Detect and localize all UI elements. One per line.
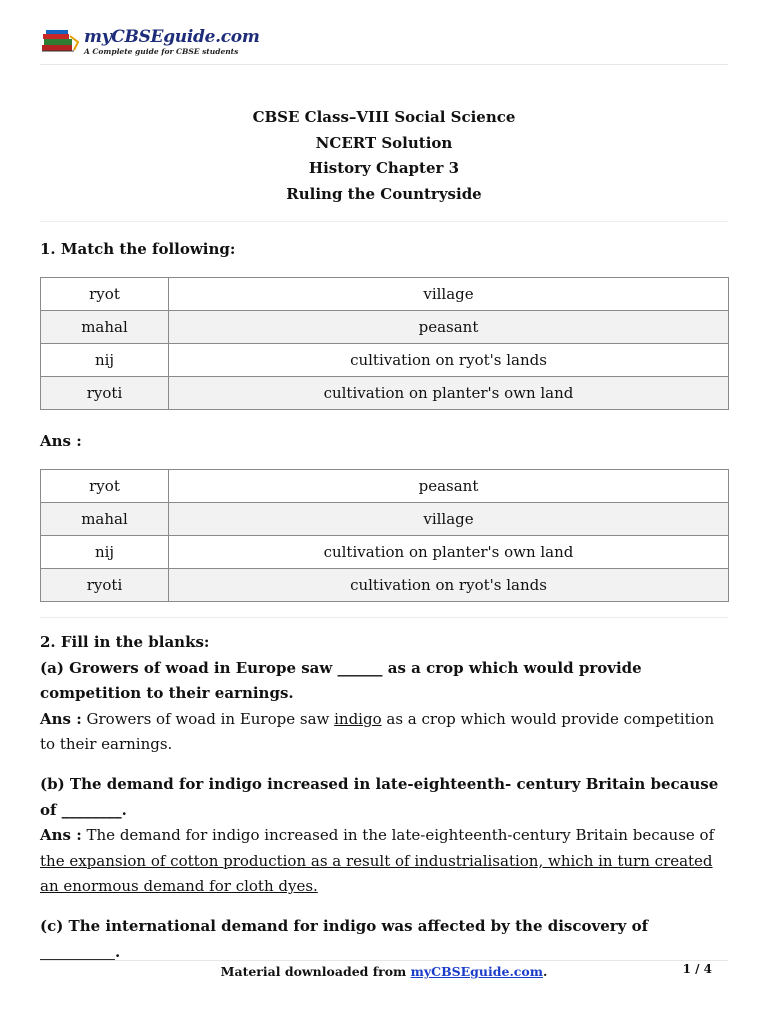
title-line-4: Ruling the Countryside: [286, 184, 482, 203]
table-row: [41, 344, 729, 377]
ans-text: Growers of woad in Europe saw: [81, 709, 335, 728]
divider: [40, 617, 728, 618]
table-cell: ryoti: [41, 569, 169, 602]
q2-heading: 2. Fill in the blanks:: [40, 633, 210, 651]
table-row: [41, 503, 729, 536]
ans-text: The demand for indigo increased in the late-eighteenth-century Britain because of: [81, 826, 715, 844]
q1-ans-label: Ans :: [40, 432, 82, 450]
table-cell: cultivation on planter's own land: [169, 536, 729, 569]
ans-fill: the expansion of cotton production as a result of industrialisation, which in turn created an enormous demand for cloth dyes.: [40, 851, 713, 895]
site-logo[interactable]: [40, 26, 260, 58]
table-row: [41, 278, 729, 311]
title-line-2: NCERT Solution: [315, 133, 453, 152]
page-number: 1 / 4: [682, 962, 712, 976]
table-row: [41, 377, 729, 410]
books-icon: [40, 28, 80, 56]
ans-text: as a crop which would provide competition to their earnings.: [40, 709, 715, 753]
footer-text: [40, 964, 728, 979]
match-table: [40, 277, 729, 410]
table-cell: cultivation on ryot's lands: [169, 569, 729, 602]
table-cell: village: [169, 278, 729, 311]
footer-link[interactable]: myCBSEguide.com: [410, 964, 543, 979]
table-cell: ryot: [41, 470, 169, 503]
logo-tagline: A Complete guide for CBSE students: [84, 46, 239, 56]
table-cell: village: [169, 503, 729, 536]
title-line-1: CBSE Class–VIII Social Science: [252, 108, 516, 126]
divider: [40, 221, 728, 222]
table-row: [41, 536, 729, 569]
q2a-answer: [40, 707, 730, 758]
q2b-answer: [40, 823, 730, 900]
ans-fill: indigo: [334, 709, 382, 728]
table-row: [41, 311, 729, 344]
table-cell: cultivation on ryot's lands: [169, 344, 729, 377]
title-line-3: History Chapter 3: [308, 159, 460, 177]
table-cell: mahal: [41, 311, 169, 344]
table-cell: ryot: [41, 278, 169, 311]
logo-name-prefix: my: [84, 26, 112, 47]
answer-table: [40, 469, 729, 602]
page-header: [40, 22, 728, 65]
logo-name-main: CBSE: [111, 26, 164, 47]
document-title: [0, 105, 768, 207]
ans-label: Ans :: [40, 826, 82, 844]
table-cell: nij: [41, 536, 169, 569]
table-row: [41, 470, 729, 503]
table-cell: ryoti: [41, 377, 169, 410]
q2a-question: (a) Growers of woad in Europe saw ______ as a crop which would provide competition to their earnings.: [40, 658, 642, 702]
q2-block: [40, 630, 730, 758]
footer-after: .: [542, 964, 548, 979]
table-row: [41, 569, 729, 602]
table-cell: peasant: [169, 311, 729, 344]
table-cell: peasant: [169, 470, 729, 503]
table-cell: cultivation on planter's own land: [169, 377, 729, 410]
ans-label: Ans :: [40, 709, 82, 728]
table-cell: nij: [41, 344, 169, 377]
page-footer: [40, 960, 728, 979]
logo-name-suffix: guide.com: [163, 26, 260, 47]
q1-heading: 1. Match the following:: [40, 240, 236, 258]
q2c-question: (c) The international demand for indigo was affected by the discovery of __________.: [40, 917, 649, 961]
footer-label: Material downloaded from: [220, 964, 411, 979]
q2b-question: (b) The demand for indigo increased in late-eighteenth- century Britain because of ________.: [40, 775, 719, 819]
table-cell: mahal: [41, 503, 169, 536]
